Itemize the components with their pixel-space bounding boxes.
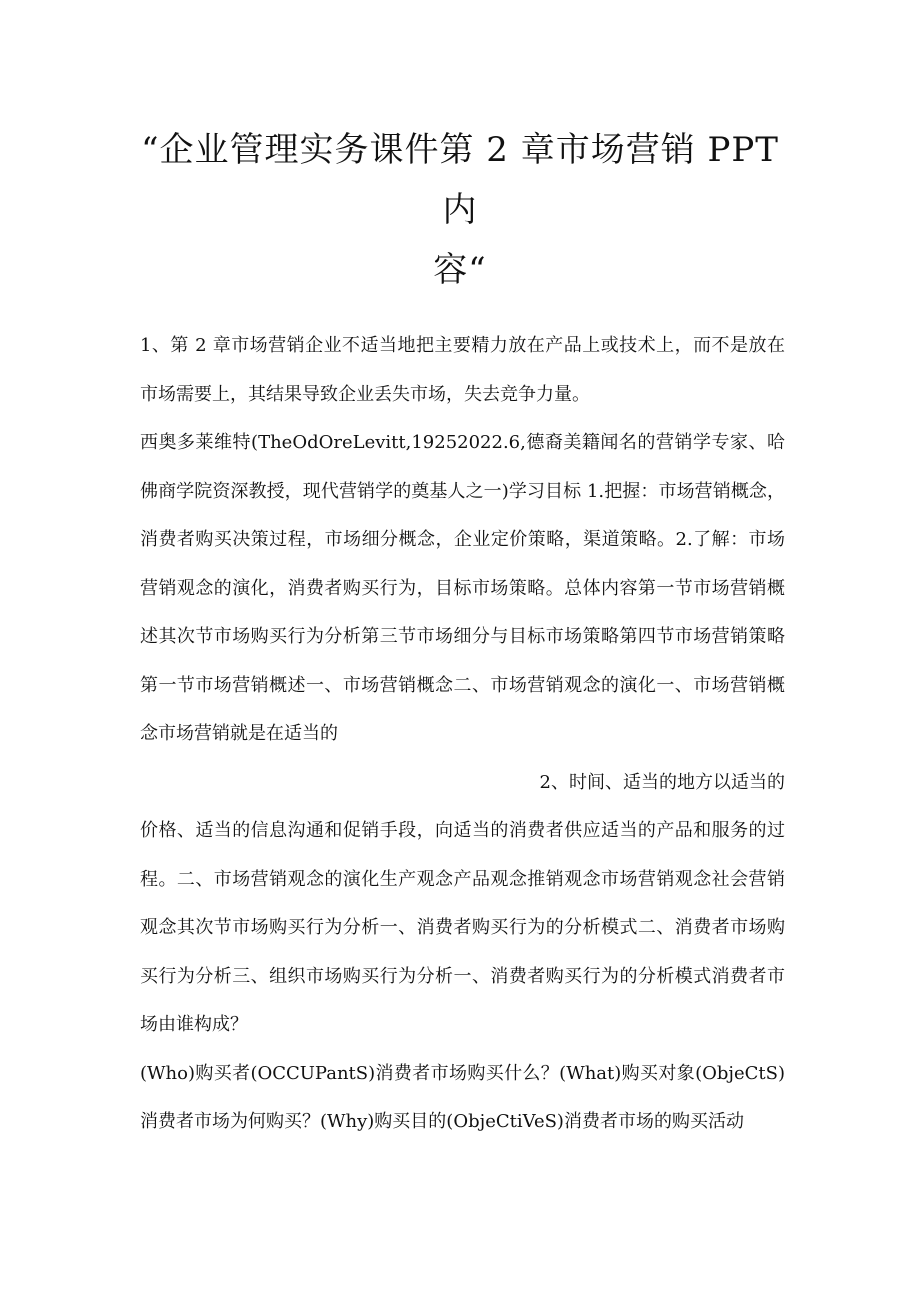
paragraph-1: 1、第 2 章市场营销企业不适当地把主要精力放在产品上或技术上，而不是放在市场需要上，其结果导致企业丢失市场，失去竞争力量。 — [140, 335, 785, 405]
document-title-line-2: 内 — [442, 190, 478, 230]
paragraph-2: 西奥多莱维特(TheOdOreLevitt,19252022.6,德裔美籍闻名的营销学专家、哈佛商学院资深教授，现代营销学的奠基人之一)学习目标 1.把握：市场营销概念，消费者购买决策过程，市场细分概念，企业定价策略，渠道策略。2.了解：市场营销观念的演化，消费者购买行为，目标市场策略。总体内容第一节市场营销概述其次节市场购买行为分析第三节市场细分与目标市场策略第四节市场营销策略第一节市场营销概述一、市场营销概念二、市场营销观念的演化一、市场营销概念市场营销就是在适当的 — [140, 432, 785, 744]
document-title-line-1: “企业管理实务课件第 2 章市场营销 PPT — [141, 130, 779, 170]
document-title-line-3: 容“ — [433, 250, 487, 290]
document-body — [140, 322, 785, 1147]
paragraph-3: 2、时间、适当的地方以适当的 — [539, 771, 785, 793]
paragraph-4: 价格、适当的信息沟通和促销手段，向适当的消费者供应适当的产品和服务的过程。二、市场营销观念的演化生产观念产品观念推销观念市场营销观念社会营销观念其次节市场购买行为分析一、消费者购买行为的分析模式二、消费者市场购买行为分析三、组织市场购买行为分析一、消费者购买行为的分析模式消费者市场由谁构成？ — [140, 820, 785, 1035]
paragraph-5: (Who)购买者(OCCUPantS)消费者市场购买什么？(What)购买对象(ObjeCtS)消费者市场为何购买？(Why)购买目的(ObjeCtiVeS)消费者市场的购买活动 — [140, 1062, 785, 1132]
